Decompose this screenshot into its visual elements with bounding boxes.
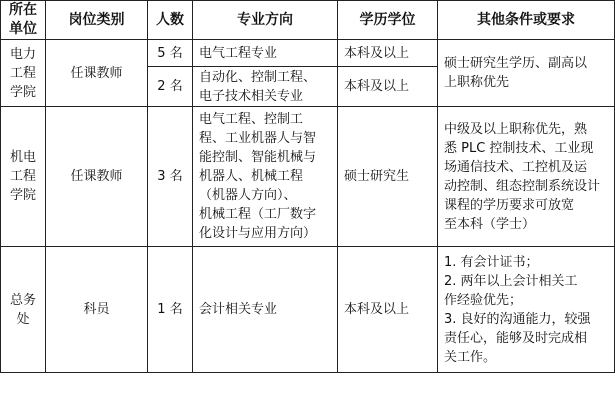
requirements-line: 动控制、组态控制系统设计: [444, 178, 601, 194]
degree-cell: 硕士研究生: [338, 107, 438, 247]
major-line: 电子技术相关专业: [199, 88, 304, 104]
requirements-line: 悉 PLC 控制技术、工业现: [444, 140, 594, 156]
degree-cell: 本科及以上: [338, 67, 438, 107]
major-line: 电气工程专业: [199, 45, 278, 61]
unit-line: 机电: [9, 150, 36, 165]
header-row: [1, 1, 615, 40]
requirements-line: 场通信技术、工控机及运: [444, 159, 588, 175]
header-degree: 学历学位: [338, 1, 438, 40]
major-line: 能控制、智能机械与: [199, 150, 317, 165]
header-requirements: 其他条件或要求: [438, 1, 615, 40]
category-cell: 任课教师: [46, 107, 148, 247]
unit-cell: [1, 247, 46, 373]
requirements-line: 关工作。: [444, 349, 497, 365]
unit-line: 总务: [9, 292, 36, 308]
table-row: [1, 40, 615, 67]
header-major: 专业方向: [193, 1, 338, 40]
requirements-line: 课程的学历要求可放宽: [444, 197, 575, 213]
degree-cell: 本科及以上: [338, 247, 438, 373]
unit-line: 学院: [9, 188, 36, 203]
major-line: 程、工业机器人与智: [199, 131, 317, 146]
requirements-cell: [438, 40, 615, 107]
requirements-line: 上职称优先: [444, 75, 510, 90]
unit-line: 学院: [9, 84, 36, 100]
major-cell: [193, 247, 338, 373]
major-line: 电气工程、控制工: [199, 112, 304, 127]
category-cell: 科员: [46, 247, 148, 373]
major-line: 化设计与应用方向）: [199, 226, 317, 241]
major-line: 会计相关专业: [199, 302, 278, 317]
table-row: [1, 247, 615, 373]
major-cell: [193, 107, 338, 247]
degree-cell: 本科及以上: [338, 40, 438, 67]
header-unit-line: 单位: [9, 21, 37, 37]
count-cell: 1 名: [148, 247, 193, 373]
major-line: 自动化、控制工程、: [199, 69, 317, 85]
unit-cell: [1, 40, 46, 107]
unit-line: 处: [16, 311, 30, 327]
requirements-line: 中级及以上职称优先，熟: [444, 121, 588, 137]
header-unit-line: 所在: [9, 2, 37, 18]
header-category: 岗位类别: [46, 1, 148, 40]
unit-line: 工程: [9, 65, 36, 81]
requirements-cell: [438, 247, 615, 373]
header-unit: [1, 1, 46, 40]
unit-line: 工程: [9, 169, 36, 184]
requirements-cell: [438, 107, 615, 247]
category-cell: 任课教师: [46, 40, 148, 107]
requirements-line: 1. 有会计证书；: [444, 254, 539, 270]
unit-line: 电力: [9, 46, 36, 62]
count-cell: 3 名: [148, 107, 193, 247]
major-line: 机器人、机械工程: [199, 169, 304, 184]
unit-cell: [1, 107, 46, 247]
count-cell: 2 名: [148, 67, 193, 107]
major-line: 机械工程（工厂数字: [199, 207, 317, 222]
header-count: 人数: [148, 1, 193, 40]
requirements-line: 2. 两年以上会计相关工: [444, 273, 578, 289]
requirements-line: 硕士研究生学历、副高以: [444, 56, 588, 71]
requirements-line: 作经验优先；: [444, 292, 523, 308]
count-cell: 5 名: [148, 40, 193, 67]
major-cell: [193, 40, 338, 67]
major-cell: [193, 67, 338, 107]
major-line: （机器人方向）、: [199, 188, 297, 203]
requirements-line: 责任心，能够及时完成相: [444, 330, 588, 346]
requirements-line: 至本科（学士）: [444, 216, 536, 232]
table-row: [1, 107, 615, 247]
requirements-line: 3. 良好的沟通能力，较强: [444, 311, 591, 327]
